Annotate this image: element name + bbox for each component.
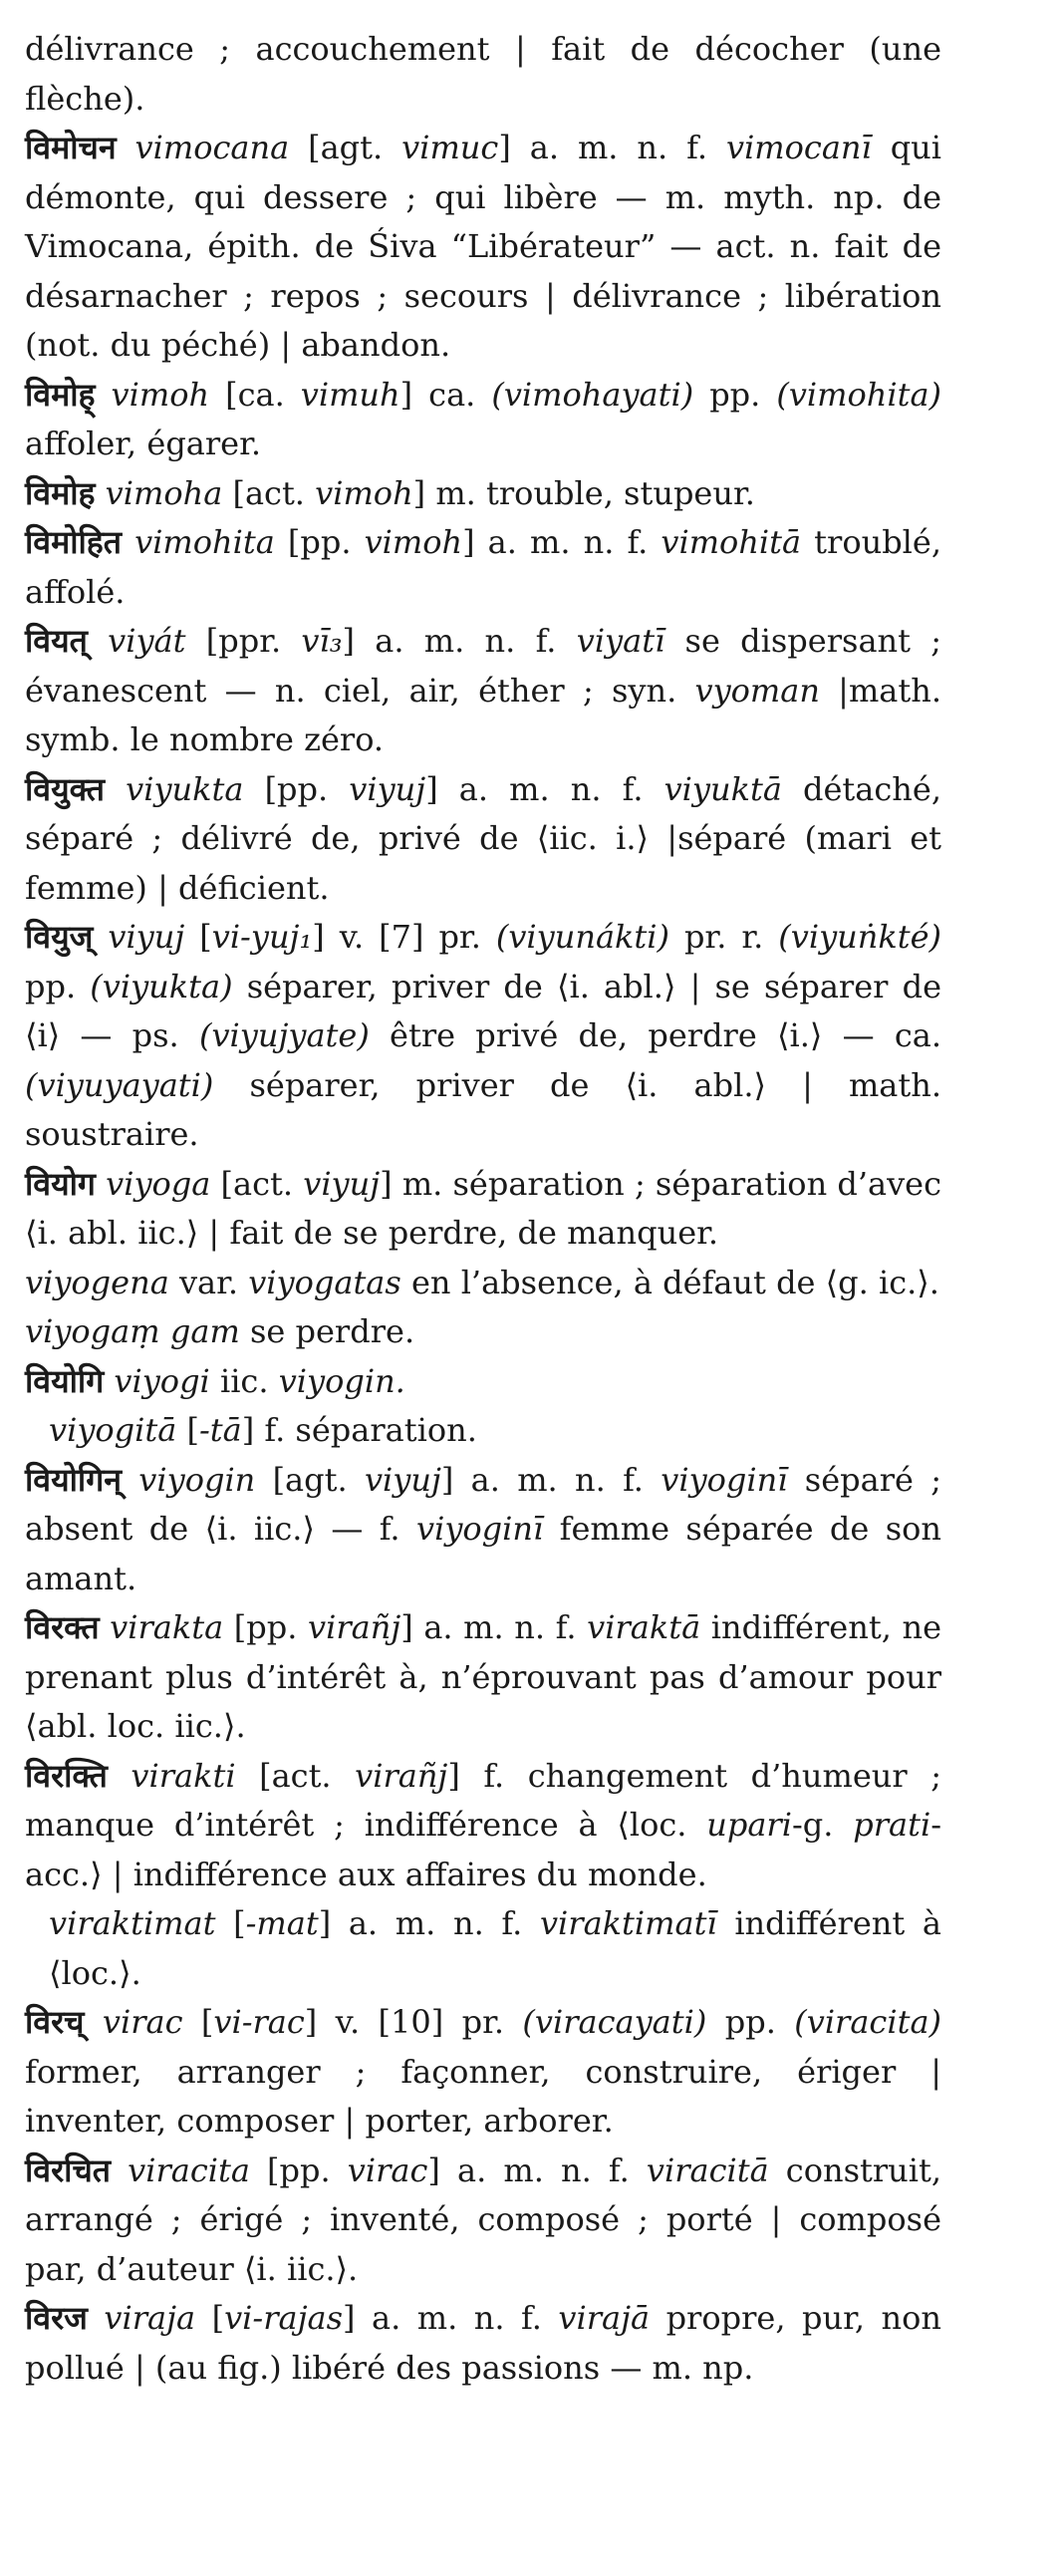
italic-term: viyatī [576,622,665,660]
entry-text: qui démonte, qui dessere ; qui libère — m. myth. np. de Vimocana, épith. de Śiva “Libérateur” — act. n. fait de désarnacher ; repos ; secours | délivrance ; libération (not. du péché) | abandon. [25,129,942,364]
entry-continuation [25,25,941,124]
headword-devanagari: विरक्ति [25,1756,108,1795]
italic-term: viraktimatī [539,1904,717,1942]
entry-text [117,129,135,166]
headword-devanagari: वियुज् [25,918,94,956]
sub-entry [25,1307,941,1357]
italic-term: vimuc [401,129,499,166]
entry-text [88,2299,105,2337]
italic-term: vimocanī [725,129,872,166]
entry-text [108,1757,132,1795]
italic-term: viraktā [587,1608,701,1646]
italic-term: virajā [558,2299,651,2337]
entry-text: ] m. trouble, stupeur. [412,473,755,512]
entry-text [100,1608,111,1646]
italic-term: -tā [198,1411,242,1449]
italic-term: (vimohita) [776,375,942,414]
entry-text [93,918,108,956]
entry-text: ] f. changement d’humeur ; manque d’intérêt ; indifférence à ⟨loc. [25,1756,942,1844]
italic-term: virañj [355,1756,448,1795]
entry-text: [ [195,2299,225,2337]
italic-term: viyogin [138,1460,256,1499]
entry-text: [pp. [243,769,350,808]
entry-text: iic. [209,1361,279,1400]
italic-term: virac [102,2003,183,2041]
entry-text: pr. r. [668,918,779,956]
entry-text: ] a. m. n. f. [342,622,577,660]
italic-term: vimohita [134,523,275,561]
dictionary-entry [25,124,941,371]
italic-term: vi-rac [213,2003,305,2041]
dictionary-entry [25,1357,941,1407]
entry-text [96,376,112,414]
italic-term: vimoh [315,473,413,512]
italic-term: virakti [131,1756,236,1795]
entry-text: [pp. [249,2150,348,2189]
headword-devanagari: विमोहित [25,523,123,561]
italic-term: viyoginī [661,1460,788,1499]
entry-text: [ [182,2003,214,2041]
italic-term: vimoh [364,523,463,561]
italic-term: vi-rajas [224,2299,344,2337]
entry-text: [agt. [255,1460,365,1499]
dictionary-entry [25,2147,941,2295]
entry-text: ] a. m. n. f. [498,129,726,166]
entry-text: pp. [706,2003,795,2041]
entry-text: construit, arrangé ; érigé ; inventé, composé ; porté | composé par, d’auteur ⟨i. iic.⟩. [25,2150,942,2288]
italic-term: viraktimat [49,1904,216,1942]
italic-term: viyogitā [49,1411,177,1449]
entry-text [85,2003,103,2041]
headword-devanagari: विमोचन [25,129,117,166]
italic-term: prati [853,1806,931,1844]
italic-term: (viyukta) [90,967,233,1005]
dictionary-entry [25,1998,941,2147]
entry-text: ] v. [7] pr. [312,918,496,956]
entry-text: délivrance ; accouchement | fait de décocher (une flèche). [25,30,941,118]
entry-text [122,1461,138,1499]
italic-term: viyuktā [663,769,782,808]
entry-text: [act. [222,473,316,512]
entry-text: -acc.⟩ | indifférence aux affaires du monde. [25,1806,942,1893]
headword-devanagari: वियोगिन् [25,1460,122,1499]
italic-term: viyogena [25,1263,169,1301]
italic-term: (viyunákti) [495,918,669,956]
italic-term: viyogatas [248,1263,401,1301]
entry-text: détaché, séparé ; délivré de, privé de ⟨iic. i.⟩ |séparé (mari et femme) | déficient. [25,769,941,907]
entry-text [96,474,106,512]
headword-devanagari: विमोह् [25,375,96,414]
italic-term: viyát [108,622,186,660]
dictionary-entry [25,765,941,914]
italic-term: viyukta [126,769,244,808]
entry-text: séparer, priver de ⟨i. abl.⟩ | math. soustraire. [25,1065,941,1153]
italic-term: -mat [245,1904,319,1942]
italic-term: (viracita) [794,2003,941,2041]
dictionary-entry [25,1752,941,1900]
entry-text: indifférent à ⟨loc.⟩. [49,1904,942,1992]
dictionary-entry [25,1160,941,1259]
headword-devanagari: वियुक्त [25,769,106,808]
entry-text: ] ca. [399,375,492,414]
entry-text: propre, pur, non pollué | (au fig.) libéré des passions — m. np. [25,2299,942,2387]
italic-term: viyogi [114,1361,210,1400]
sub-entry [25,1899,941,1998]
entry-text [88,622,108,660]
entry-text: ] f. séparation. [241,1411,477,1449]
italic-term: upari [706,1806,792,1844]
sub-entry [25,1259,941,1308]
italic-term: viyuj [349,769,426,808]
entry-text: [pp. [274,523,365,561]
dictionary-entry [25,913,941,1160]
italic-term: viyogaṃ gam [25,1312,240,1350]
entry-text: en l’absence, à défaut de ⟨g. ic.⟩. [400,1263,939,1301]
dictionary-entry [25,469,941,519]
italic-term: vi-yuj₁ [211,918,313,956]
italic-term: vimohitā [661,523,802,561]
entry-text [111,2151,128,2189]
entry-text: se perdre. [239,1312,415,1350]
entry-text: [agt. [289,129,402,166]
italic-term: viyuj [364,1460,441,1499]
italic-term: (vimohayati) [491,375,694,414]
entry-text: séparer, priver de ⟨i. abl.⟩ | se séparer de ⟨i⟩ — ps. [25,967,942,1054]
entry-text: [ca. [209,375,301,414]
dictionary-entry [25,1603,941,1752]
italic-term: viracitā [646,2150,769,2189]
entry-text: [act. [235,1756,356,1795]
entry-text: ] a. m. n. f. [440,1460,662,1499]
entry-text: [ [215,1904,246,1942]
entry-text [105,770,126,808]
entry-text: indifférent, ne prenant plus d’intérêt à, n’éprouvant pas d’amour pour ⟨abl. loc. iic.⟩. [25,1608,942,1745]
italic-term: viyuj [108,918,185,956]
entry-text [122,523,134,561]
headword-devanagari: वियोगि [25,1361,105,1400]
dictionary-entry [25,2294,941,2393]
entry-text: |math. symb. le nombre zéro. [25,671,942,758]
entry-text: ] m. séparation ; séparation d’avec ⟨i. abl. iic.⟩ | fait de se perdre, de manquer. [25,1164,942,1252]
entry-text: [ppr. [185,622,302,660]
headword-devanagari: वियत् [25,622,88,660]
entry-text: former, arranger ; façonner, construire, ériger | inventer, composer | porter, arborer. [25,2052,941,2140]
italic-term: viraja [104,2299,196,2337]
italic-term: viyoginī [416,1510,544,1548]
entry-text: affoler, égarer. [25,425,262,462]
entry-text: ] v. [10] pr. [304,2003,523,2041]
italic-term: viyuj [303,1164,381,1203]
entry-text: pp. [693,375,777,414]
italic-term: vī₃ [301,622,343,660]
italic-term: vyoman [694,671,820,710]
entry-text: ] a. m. n. f. [427,2150,647,2189]
entry-text: [ [176,1411,199,1449]
dictionary-entry [25,617,941,765]
italic-term: vimuh [300,375,400,414]
italic-term: virac [347,2150,428,2189]
entry-text: ] a. m. n. f. [462,523,662,561]
italic-term: (viyuyayati) [25,1065,214,1104]
entry-text: ] a. m. n. f. [318,1904,540,1942]
italic-term: vimocana [134,129,290,166]
entry-text [104,1362,114,1400]
italic-term: (viyuṅkté) [778,918,942,956]
italic-term: (viyujyate) [198,1016,370,1054]
entry-text: -g. [791,1806,854,1844]
entry-text: séparé ; absent de ⟨i. iic.⟩ — f. [25,1460,942,1548]
headword-devanagari: विरज [25,2299,88,2337]
italic-term: viracita [128,2150,250,2189]
dictionary-page [25,25,941,2393]
entry-text: troublé, affolé. [25,523,942,611]
italic-term: viyogin. [278,1361,405,1400]
italic-term: vimoha [105,473,223,512]
entry-text: [act. [210,1164,304,1203]
entry-text: femme séparée de son amant. [25,1510,942,1597]
italic-term: viyoga [106,1164,211,1203]
entry-text: être privé de, perdre ⟨i.⟩ — ca. [369,1016,942,1054]
dictionary-entry [25,518,941,617]
entry-text: se dispersant ; évanescent — n. ciel, air, éther ; syn. [25,622,942,710]
entry-text: pp. [25,967,91,1005]
italic-term: virañj [308,1608,401,1646]
italic-term: virakta [110,1608,224,1646]
headword-devanagari: विरचित [25,2150,112,2189]
sub-entry [25,1406,941,1456]
headword-devanagari: विमोह [25,473,96,512]
entry-text: [ [184,918,212,956]
entry-text: [pp. [223,1608,309,1646]
italic-term: (viracayati) [522,2003,707,2041]
italic-term: vimoh [111,375,210,414]
entry-text: var. [168,1263,249,1301]
entry-text: ] a. m. n. f. [425,769,664,808]
dictionary-entry [25,1456,941,1604]
entry-text: ] a. m. n. f. [400,1608,588,1646]
entry-text [96,1165,106,1203]
entry-text: ] a. m. n. f. [343,2299,559,2337]
headword-devanagari: विरच् [25,2003,85,2041]
dictionary-entry [25,371,941,469]
headword-devanagari: विरक्त [25,1608,100,1646]
headword-devanagari: वियोग [25,1164,96,1203]
